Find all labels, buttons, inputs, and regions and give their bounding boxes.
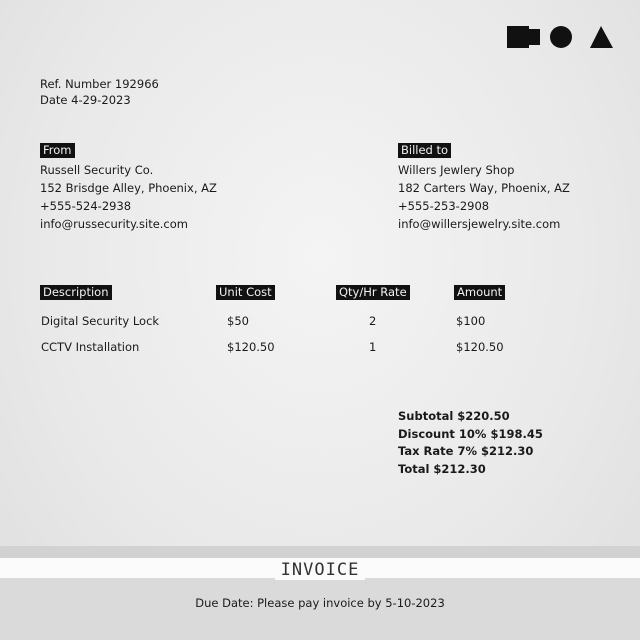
- row-unit-cost: $120.50: [227, 340, 275, 354]
- column-amount: Amount: [454, 285, 505, 300]
- footer-band-top: [0, 546, 640, 558]
- invoice-title: INVOICE: [275, 558, 365, 580]
- grand-total: Total $212.30: [398, 461, 486, 476]
- logo-triangle: [590, 26, 613, 48]
- row-description: CCTV Installation: [41, 340, 140, 354]
- discount: Discount 10% $198.45: [398, 426, 543, 441]
- due-date: Due Date: Please pay invoice by 5-10-2023: [195, 596, 445, 610]
- logo-half-square: [529, 29, 540, 45]
- logo-circle: [550, 26, 572, 48]
- invoice-reference: [40, 77, 159, 108]
- from-section: [40, 141, 217, 233]
- row-amount: $100: [456, 314, 486, 328]
- column-qty-rate: Qty/Hr Rate: [336, 285, 410, 300]
- subtotal: Subtotal $220.50: [398, 409, 510, 423]
- from-address: 152 Brisdge Alley, Phoenix, AZ: [40, 181, 217, 195]
- billed-to-label: Billed to: [398, 143, 451, 158]
- from-phone: +555-524-2938: [40, 199, 132, 213]
- totals-summary: [398, 408, 543, 478]
- column-unit-cost: Unit Cost: [216, 285, 275, 300]
- ref-number: Ref. Number 192966: [40, 77, 159, 91]
- from-email: info@russecurity.site.com: [40, 217, 188, 231]
- square-circle-triangle-logo: [507, 26, 613, 48]
- billed-to-email: info@willersjewelry.site.com: [398, 217, 561, 231]
- row-description: Digital Security Lock: [41, 314, 160, 328]
- billed-to-phone: +555-253-2908: [398, 199, 490, 213]
- row-amount: $120.50: [456, 340, 504, 354]
- invoice-date: Date 4-29-2023: [40, 92, 131, 107]
- from-name: Russell Security Co.: [40, 163, 154, 177]
- tax-rate: Tax Rate 7% $212.30: [398, 444, 534, 458]
- billed-to-name: Willers Jewlery Shop: [398, 163, 515, 177]
- billed-to-address: 182 Carters Way, Phoenix, AZ: [398, 181, 570, 195]
- row-qty: 2: [369, 314, 377, 328]
- logo-square: [507, 26, 529, 48]
- row-unit-cost: $50: [227, 314, 249, 328]
- column-description: Description: [40, 285, 112, 300]
- from-label: From: [40, 143, 75, 158]
- billed-to-section: [398, 141, 570, 233]
- row-qty: 1: [369, 340, 377, 354]
